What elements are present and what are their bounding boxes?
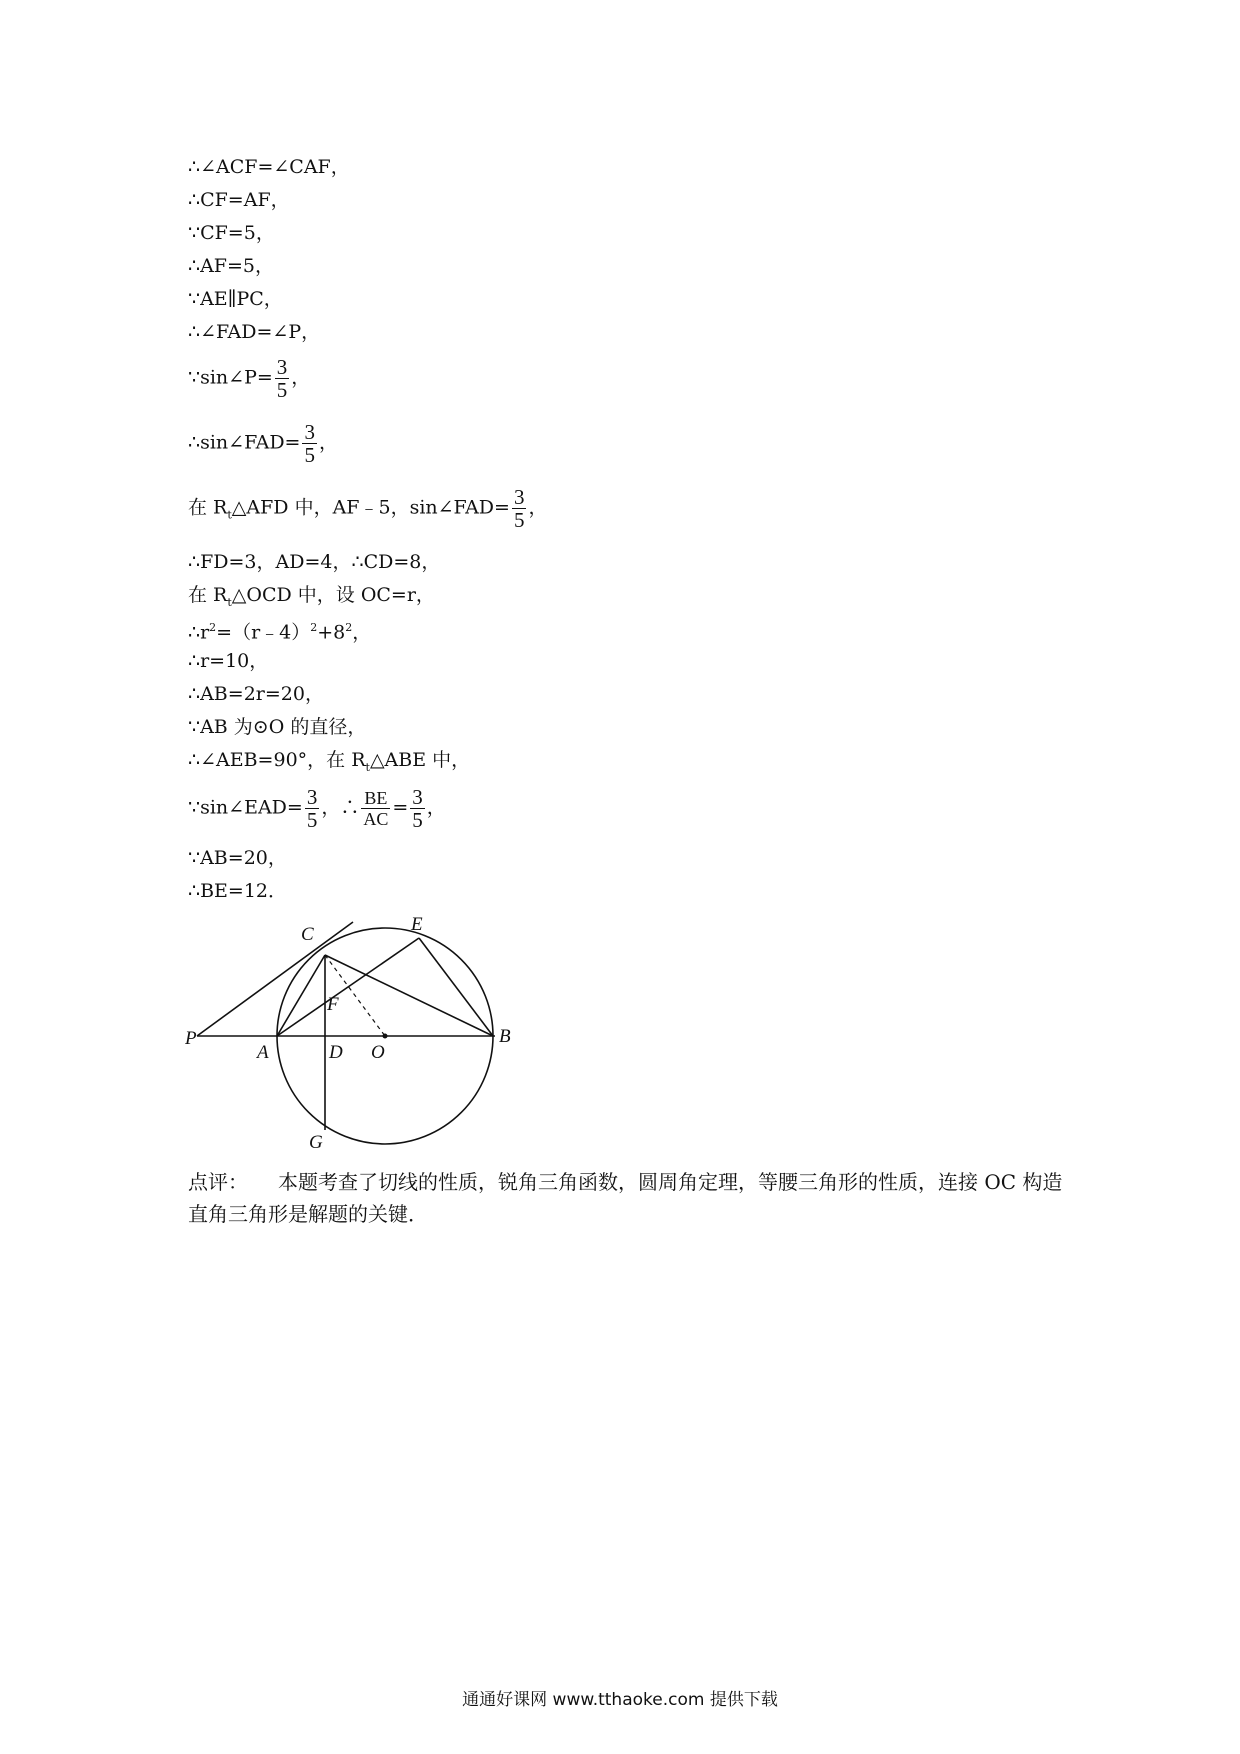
fraction — [512, 486, 527, 531]
line-12 — [188, 616, 371, 644]
line-1: ∴∠ACF=∠CAF， — [188, 156, 350, 178]
line-18: ∵AB=20， — [188, 847, 287, 869]
denominator: 5 — [304, 443, 315, 467]
numerator: BE — [361, 788, 390, 809]
line-17-eq: = — [392, 796, 409, 819]
line-11-a: 在 R — [188, 584, 228, 606]
line-13: ∴r=10， — [188, 650, 269, 672]
comment-text: 本题考查了切线的性质，锐角三角函数，圆周角定理，等腰三角形的性质，连接 OC 构造直角三角形是解题的关键． — [188, 1170, 1063, 1226]
line-3: ∵CF=5， — [188, 222, 275, 244]
line-5: ∵AE∥PC， — [188, 288, 283, 310]
denominator: 5 — [513, 508, 525, 532]
line-11 — [188, 583, 435, 615]
line-9-sub: t — [227, 508, 232, 522]
label-p: P — [185, 1028, 197, 1049]
line-17-mid: ，∴ — [321, 796, 360, 819]
denominator: 5 — [276, 378, 288, 402]
line-7-post: ， — [291, 366, 311, 389]
line-8-post: ， — [318, 431, 338, 454]
label-g: G — [309, 1132, 323, 1150]
label-e: E — [411, 914, 423, 935]
line-6: ∴∠FAD=∠P， — [188, 321, 321, 343]
fraction — [275, 356, 290, 401]
label-d: D — [329, 1042, 343, 1063]
label-a: A — [257, 1042, 269, 1063]
tangent-pc — [197, 922, 353, 1036]
numerator: 3 — [304, 420, 315, 444]
comment-label: 点评： — [188, 1170, 248, 1194]
line-9-b: △AFD 中，AF﹣5，sin∠FAD= — [231, 496, 510, 519]
point-o — [383, 1034, 388, 1039]
line-9 — [188, 486, 547, 531]
label-b: B — [499, 1026, 511, 1047]
line-16-b: △ABE 中， — [369, 749, 471, 771]
line-7-pre: ∵sin∠P= — [188, 366, 273, 389]
geometry-diagram — [185, 900, 525, 1150]
line-11-sub: t — [227, 595, 232, 609]
line-11-b: △OCD 中，设 OC=r， — [231, 584, 435, 606]
numerator: 3 — [306, 785, 318, 809]
denominator: 5 — [412, 808, 423, 832]
line-12-b: =（r﹣4） — [216, 621, 311, 644]
line-12-c: +8 — [317, 621, 346, 644]
segment-ae — [277, 938, 419, 1036]
line-10: ∴FD=3，AD=4，∴CD=8， — [188, 551, 441, 573]
line-16-sub: t — [365, 760, 370, 774]
line-16 — [188, 748, 470, 780]
line-9-a: 在 R — [188, 496, 228, 519]
line-12-a: ∴r — [188, 621, 210, 644]
line-8-pre: ∴sin∠FAD= — [188, 431, 301, 454]
line-12-d: ， — [352, 621, 372, 644]
line-12-sup2: 2 — [310, 621, 318, 634]
line-9-post: ， — [528, 496, 548, 519]
comment-block — [188, 1166, 1068, 1230]
numerator: 3 — [276, 355, 288, 379]
line-8 — [188, 421, 338, 466]
numerator: 3 — [513, 485, 525, 509]
line-12-sup1: 2 — [209, 621, 217, 634]
denominator: 5 — [306, 808, 318, 832]
line-14: ∴AB=2r=20， — [188, 683, 324, 705]
line-17-pre: ∵sin∠EAD= — [188, 796, 303, 819]
fraction — [410, 786, 425, 831]
fraction-be-ac — [361, 788, 390, 829]
footer: 通通好课网 www.tthaoke.com 提供下载 — [462, 1690, 778, 1710]
line-17 — [188, 786, 446, 831]
line-12-sup3: 2 — [345, 621, 353, 634]
label-o: O — [371, 1042, 385, 1063]
label-f: F — [327, 994, 339, 1015]
numerator: 3 — [412, 785, 423, 809]
fraction — [305, 786, 320, 831]
line-2: ∴CF=AF， — [188, 189, 290, 211]
line-15: ∵AB 为⊙O 的直径， — [188, 716, 367, 738]
line-17-post: ， — [426, 796, 446, 819]
fraction — [302, 421, 317, 466]
denominator: AC — [363, 809, 389, 829]
line-19: ∴BE=12． — [188, 880, 288, 902]
line-7 — [188, 356, 310, 401]
line-16-a: ∴∠AEB=90°，在 R — [188, 749, 366, 771]
line-4: ∴AF=5， — [188, 255, 275, 277]
label-c: C — [301, 924, 314, 945]
